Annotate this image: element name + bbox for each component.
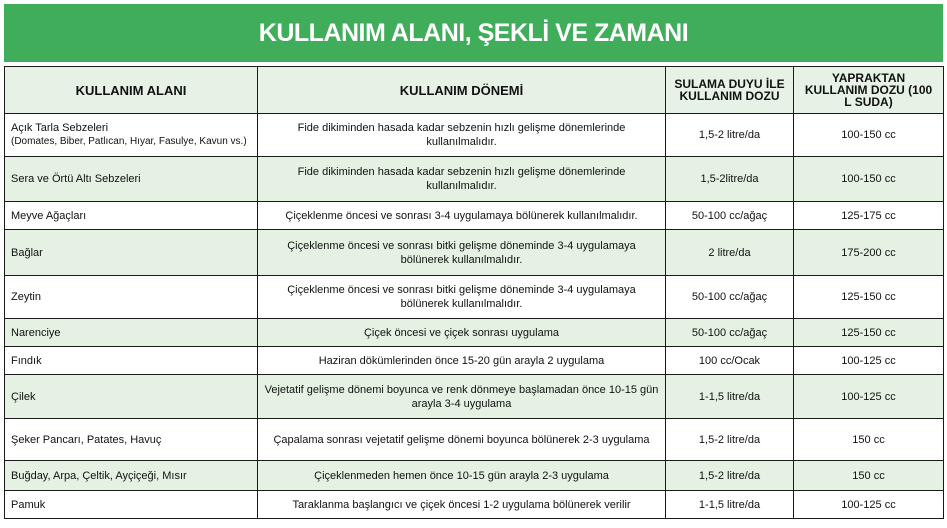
area-cell: Pamuk <box>5 491 258 519</box>
header-period: KULLANIM DÖNEMİ <box>258 67 666 114</box>
foliar-cell: 150 cc <box>794 419 944 461</box>
area-name: Açık Tarla Sebzeleri <box>11 122 109 134</box>
period-cell: Çapalama sonrası vejetatif gelişme dönemi boyunca bölünerek 2-3 uygulama <box>258 419 666 461</box>
area-cell: Zeytin <box>5 276 258 319</box>
irrigation-cell: 1,5-2 litre/da <box>666 114 794 157</box>
foliar-cell: 150 cc <box>794 461 944 491</box>
table-row <box>5 276 944 319</box>
irrigation-cell: 50-100 cc/ağaç <box>666 276 794 319</box>
period-cell: Çiçeklenme öncesi ve sonrası 3-4 uygulamaya bölünerek kullanılmalıdır. <box>258 202 666 230</box>
area-cell: Narenciye <box>5 319 258 347</box>
table-row <box>5 319 944 347</box>
irrigation-cell: 1-1,5 litre/da <box>666 375 794 419</box>
table-row <box>5 461 944 491</box>
period-cell: Çiçeklenmeden hemen önce 10-15 gün arayla 2-3 uygulama <box>258 461 666 491</box>
foliar-cell: 175-200 cc <box>794 230 944 276</box>
foliar-cell: 100-150 cc <box>794 114 944 157</box>
irrigation-cell: 1-1,5 litre/da <box>666 491 794 519</box>
area-cell: Bağlar <box>5 230 258 276</box>
period-cell: Çiçeklenme öncesi ve sonrası bitki gelişme döneminde 3-4 uygulamaya bölünerek kullanılmalıdır. <box>258 276 666 319</box>
irrigation-cell: 1,5-2 litre/da <box>666 419 794 461</box>
table-row <box>5 230 944 276</box>
header-irrigation: SULAMA DUYU İLE KULLANIM DOZU <box>666 67 794 114</box>
foliar-cell: 100-125 cc <box>794 375 944 419</box>
irrigation-cell: 2 litre/da <box>666 230 794 276</box>
table-row <box>5 347 944 375</box>
foliar-cell: 100-150 cc <box>794 157 944 202</box>
period-cell: Fide dikiminden hasada kadar sebzenin hızlı gelişme dönemlerinde kullanılmalıdır. <box>258 157 666 202</box>
table-row <box>5 491 944 519</box>
area-examples: (Domates, Biber, Patlıcan, Hıyar, Fasulye, Kavun vs.) <box>11 136 247 147</box>
table-header-row <box>5 67 944 114</box>
irrigation-cell: 50-100 cc/ağaç <box>666 202 794 230</box>
foliar-cell: 125-150 cc <box>794 319 944 347</box>
foliar-cell: 125-175 cc <box>794 202 944 230</box>
area-cell: Fındık <box>5 347 258 375</box>
table-row <box>5 375 944 419</box>
area-cell <box>5 114 258 157</box>
period-cell: Fide dikiminden hasada kadar sebzenin hızlı gelişme dönemlerinde kullanılmalıdır. <box>258 114 666 157</box>
period-cell: Çiçek öncesi ve çiçek sonrası uygulama <box>258 319 666 347</box>
irrigation-cell: 1,5-2litre/da <box>666 157 794 202</box>
foliar-cell: 100-125 cc <box>794 491 944 519</box>
area-cell: Şeker Pancarı, Patates, Havuç <box>5 419 258 461</box>
table-row <box>5 419 944 461</box>
area-cell: Sera ve Örtü Altı Sebzeleri <box>5 157 258 202</box>
usage-table <box>4 66 944 519</box>
header-area: KULLANIM ALANI <box>5 67 258 114</box>
table-row <box>5 202 944 230</box>
foliar-cell: 125-150 cc <box>794 276 944 319</box>
table-row <box>5 157 944 202</box>
table-row <box>5 114 944 157</box>
irrigation-cell: 1,5-2 litre/da <box>666 461 794 491</box>
period-cell: Taraklanma başlangıcı ve çiçek öncesi 1-2 uygulama bölünerek verilir <box>258 491 666 519</box>
period-cell: Çiçeklenme öncesi ve sonrası bitki gelişme döneminde 3-4 uygulamaya bölünerek kullanılmalıdır. <box>258 230 666 276</box>
header-foliar: YAPRAKTAN KULLANIM DOZU (100 L SUDA) <box>794 67 944 114</box>
period-cell: Vejetatif gelişme dönemi boyunca ve renk dönmeye başlamadan önce 10-15 gün arayla 3-4 uygulama <box>258 375 666 419</box>
area-cell: Meyve Ağaçları <box>5 202 258 230</box>
period-cell: Haziran dökümlerinden önce 15-20 gün arayla 2 uygulama <box>258 347 666 375</box>
irrigation-cell: 50-100 cc/ağaç <box>666 319 794 347</box>
area-cell: Buğday, Arpa, Çeltik, Ayçiçeği, Mısır <box>5 461 258 491</box>
page-title: KULLANIM ALANI, ŞEKLİ VE ZAMANI <box>4 4 943 62</box>
area-cell: Çilek <box>5 375 258 419</box>
foliar-cell: 100-125 cc <box>794 347 944 375</box>
irrigation-cell: 100 cc/Ocak <box>666 347 794 375</box>
